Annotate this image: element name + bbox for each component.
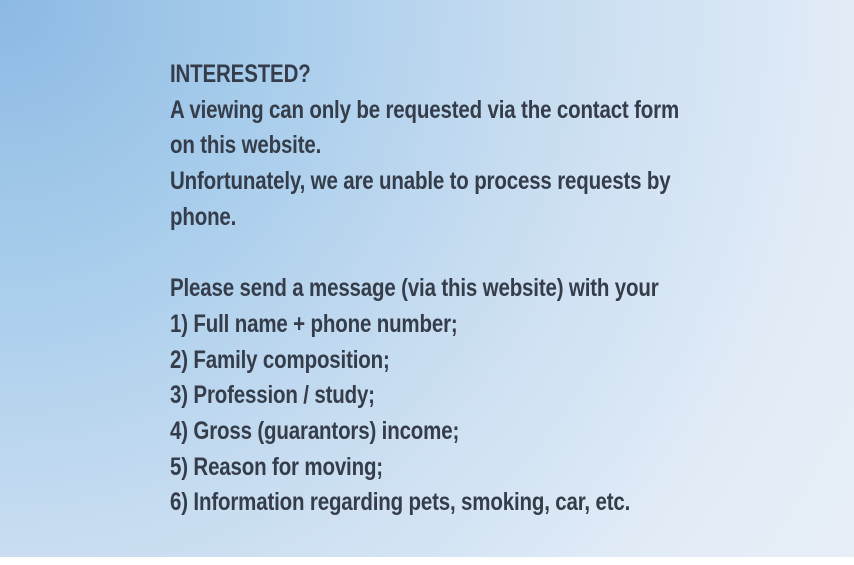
- notice-line: Please send a message (via this website) with your: [170, 274, 659, 303]
- notice-line: phone.: [170, 202, 237, 231]
- notice-line: Unfortunately, we are unable to process requests by: [170, 167, 671, 196]
- blank-line: [170, 235, 679, 271]
- notice-text: [170, 57, 679, 521]
- heading: INTERESTED?: [170, 60, 311, 88]
- notice-list-item: 3) Profession / study;: [170, 381, 375, 410]
- bottom-strip: [0, 557, 854, 565]
- notice-list-item: 1) Full name + phone number;: [170, 309, 458, 338]
- notice-list-item: 6) Information regarding pets, smoking, car, etc.: [170, 488, 631, 517]
- notice-line: A viewing can only be requested via the contact form: [170, 95, 680, 124]
- notice-list-item: 2) Family composition;: [170, 345, 390, 374]
- notice-list-item: 4) Gross (guarantors) income;: [170, 416, 460, 445]
- notice-line: on this website.: [170, 131, 322, 160]
- notice-list-item: 5) Reason for moving;: [170, 452, 383, 481]
